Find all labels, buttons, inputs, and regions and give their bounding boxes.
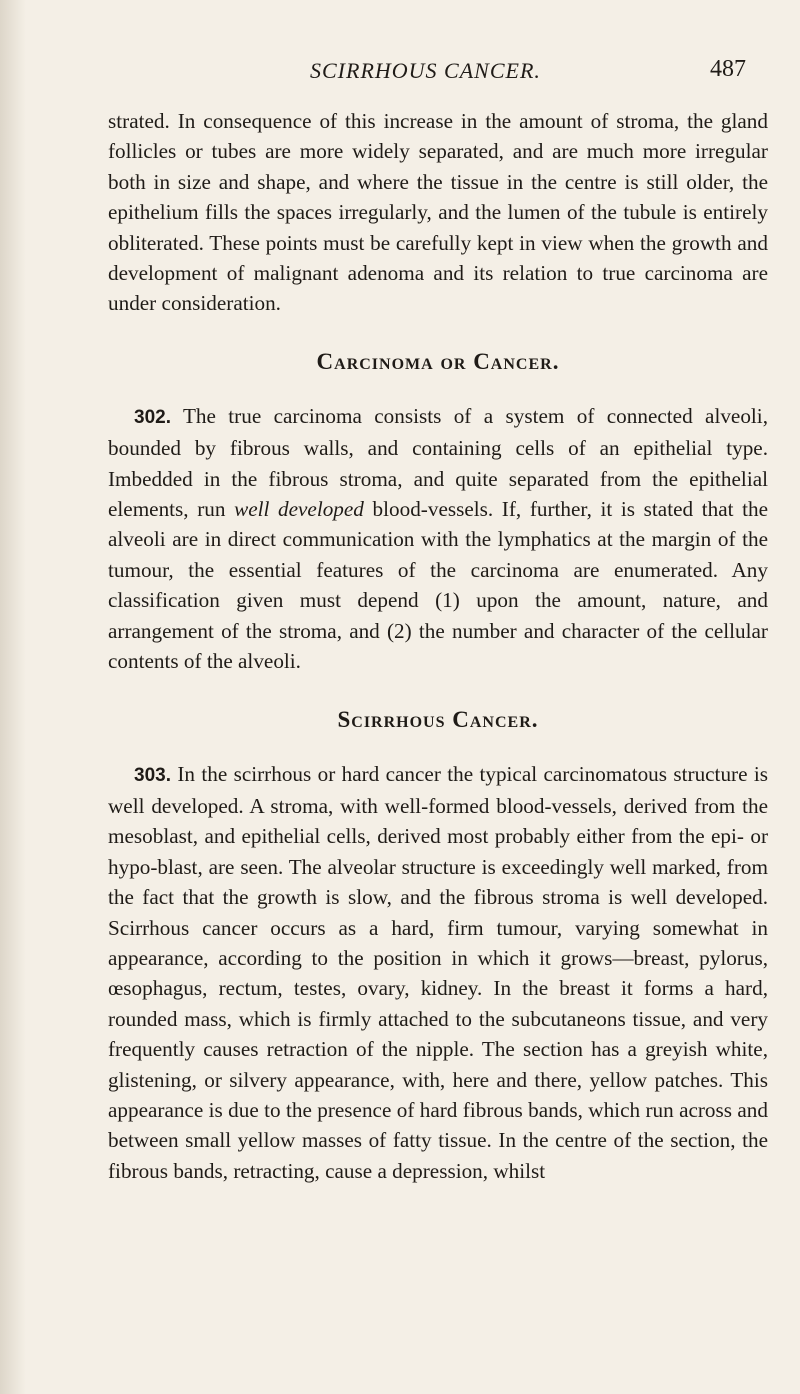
paragraph-continuation: strated. In consequence of this increase in the amount of stroma, the gland follicles or tubes are more widely separated, and are much more irregular both in size and shape, and where the tissue in the centre is still older, the epithelium fills the spaces irregularly, and the lumen of the tubule is entirely obliterated. These points must be carefully kept in view when the growth and development of malignant adenoma and its relation to true carcinoma are under consideration.: [108, 109, 768, 316]
page-body: [108, 106, 768, 1186]
section-heading-scirrhous: Scirrhous Cancer.: [337, 706, 539, 732]
page-number: 487: [710, 56, 746, 82]
paragraph-302-text-b: blood-vessels. If, further, it is stated that the alveoli are in direct communication with the lymphatics at the margin of the tumour, the essential features of the carcinoma are enumerated. Any classification given must depend (1) upon the amount, nature, and arrangement of the stroma, and (2) the number and character of the cellular contents of the alveoli.: [108, 497, 768, 674]
paragraph-303: [108, 759, 768, 1187]
paragraph-302-emphasis: well developed: [234, 497, 364, 522]
paragraph-302-text-a: The true carcinoma consists of a system of connected alveoli, bounded by fibrous walls, and containing cells of an epithelial type. Imbedded in the fibrous stroma, and quite separated from the epithelial elements, run: [108, 403, 768, 522]
section-heading-carcinoma: Carcinoma or Cancer.: [316, 348, 560, 374]
running-head: SCIRRHOUS CANCER.: [310, 58, 541, 83]
paragraph-number-303: 303.: [134, 764, 171, 786]
paragraph-303-text: In the scirrhous or hard cancer the typical carcinomatous structure is well developed. A stroma, with well-formed blood-vessels, derived from the mesoblast, and epithelial cells, derived most probably either from the epi- or hypo-blast, are seen. The alveolar structure is exceedingly well marked, from the fact that the growth is slow, and the fibrous stroma is well developed. Scirrhous cancer occurs as a hard, firm tumour, varying somewhat in appearance, according to the position in which it grows—breast, pylorus, œsophagus, rectum, testes, ovary, kidney. In the breast it forms a hard, rounded mass, which is firmly attached to the subcutaneons tissue, and very frequently causes retraction of the nipple. The section has a greyish white, glistening, or silvery appearance, with, here and there, yellow patches. This appearance is due to the presence of hard fibrous bands, which run across and between small yellow masses of fatty tissue. In the centre of the section, the fibrous bands, retracting, cause a depression, whilst: [108, 761, 768, 1183]
page-gutter-shadow: [0, 0, 26, 1394]
paragraph-number-302: 302.: [134, 406, 171, 428]
paragraph-302: [108, 401, 768, 677]
